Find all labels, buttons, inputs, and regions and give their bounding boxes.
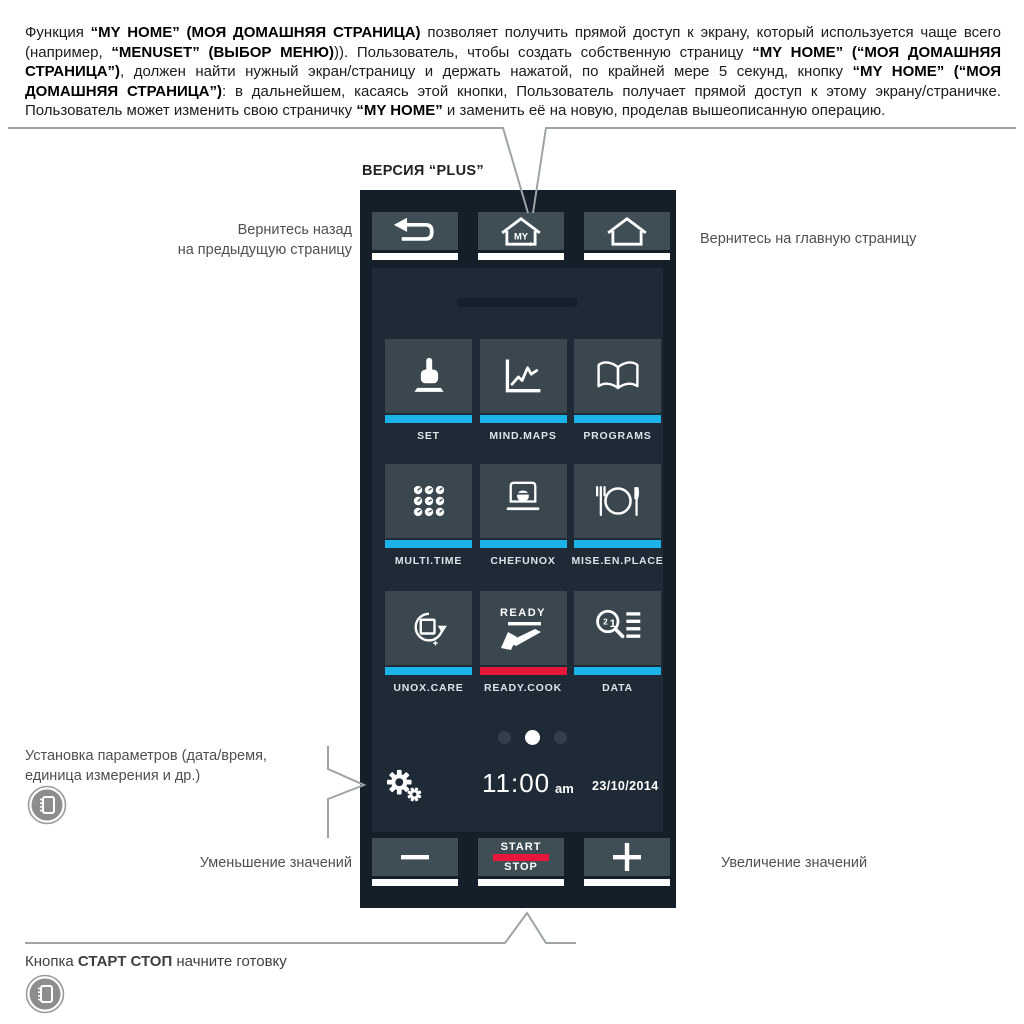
caption-prefix: Кнопка: [25, 953, 78, 970]
intro-text: Функция: [25, 24, 91, 41]
multi-clock-icon: [385, 464, 472, 538]
annotation-back-line1: Вернитесь назад: [237, 222, 352, 238]
intro-text: позволяет получить прямой доступ к экрану, который используется чаще всего (например,: [25, 24, 1001, 61]
bottom-button-row: [372, 838, 670, 886]
intro-text: , должен найти нужный экран/страницу и держать нажатой, по крайней мере 5 секунд, кнопку: [120, 63, 853, 80]
page-dot-active[interactable]: [525, 730, 540, 745]
annotation-settings: [25, 746, 325, 786]
tile-programs[interactable]: [574, 339, 661, 442]
minus-icon: [400, 853, 430, 861]
plate-cutlery-icon: [574, 464, 661, 538]
annotation-increase: Увеличение значений: [721, 855, 868, 871]
intro-bold-my-home: “MY HOME” (“МОЯ ДОМАШНЯЯ СТРАНИЦА”): [25, 63, 1001, 100]
start-label: START: [500, 840, 542, 853]
annotation-settings-line2: единица измерения и др.): [25, 768, 201, 784]
home-button[interactable]: [584, 212, 670, 250]
svg-text:MY: MY: [513, 230, 529, 242]
tile-unox-care[interactable]: [385, 591, 472, 694]
tile-chefunox[interactable]: [480, 464, 567, 567]
plus-icon: [612, 842, 642, 872]
tile-underline: [385, 540, 472, 548]
version-label: ВЕРСИЯ “PLUS”: [362, 163, 484, 179]
button-underline: [372, 879, 458, 886]
intro-text: и заменить её на новую, проделав вышеописанную операцию.: [442, 102, 886, 119]
tile-underline: [574, 667, 661, 675]
manual-reference-icon: [25, 974, 65, 1014]
start-stop-red-bar: [493, 854, 549, 861]
increase-button[interactable]: [584, 838, 670, 876]
tile-label: MISE.EN.PLACE: [571, 555, 664, 567]
gear-icon: [385, 768, 423, 802]
my-home-button[interactable]: [478, 212, 564, 250]
caption-start-stop: [25, 953, 287, 970]
tile-row-3: [385, 591, 661, 694]
rotation-care-icon: [385, 591, 472, 665]
tile-label: DATA: [602, 682, 633, 694]
button-underline: [478, 253, 564, 260]
tile-underline: [574, 415, 661, 423]
button-underline: [372, 253, 458, 260]
intro-bold-my-home: “MY HOME” (МОЯ ДОМАШНЯЯ СТРАНИЦА): [90, 24, 421, 41]
start-stop-button[interactable]: [478, 838, 564, 876]
tile-label: PROGRAMS: [583, 430, 652, 442]
tile-underline: [574, 540, 661, 548]
intro-bold-my-home: “MY HOME” (“МОЯ ДОМАШНЯЯ СТРАНИЦА”): [25, 43, 1002, 80]
tile-underline: [385, 667, 472, 675]
decrease-button[interactable]: [372, 838, 458, 876]
touchscreen-panel: [360, 190, 676, 908]
tile-label: READY.COOK: [483, 682, 562, 694]
intro-text: : в дальнейшем, касаясь этой кнопки, Пользователь получает прямой доступ к этому экрану/страничке. Пользователь может изменить свою страничку: [25, 82, 1001, 119]
date-display: 23/10/2014: [592, 779, 659, 793]
manual-reference-icon: [27, 785, 67, 825]
tile-data[interactable]: [574, 591, 661, 694]
tile-underline-red: [480, 667, 567, 675]
settings-button[interactable]: [385, 768, 423, 805]
caption-suffix: начните готовку: [172, 953, 287, 970]
chart-icon: [480, 339, 567, 413]
caption-bold: СТАРТ СТОП: [77, 953, 173, 970]
tile-mise-en-place[interactable]: [571, 464, 664, 567]
back-arrow-icon: [390, 216, 440, 246]
button-underline: [478, 879, 564, 886]
top-nav-row: [372, 212, 670, 260]
intro-text: )). Пользователь, чтобы создать собственную страницу: [333, 43, 753, 61]
status-row: [372, 766, 663, 810]
annotation-settings-line1: Установка параметров (дата/время,: [25, 748, 267, 764]
clock-meridiem: am: [555, 781, 574, 796]
svg-text:1: 1: [609, 618, 616, 631]
tile-mind-maps[interactable]: [480, 339, 567, 442]
home-icon: [602, 215, 652, 247]
tile-label: CHEFUNOX: [490, 555, 556, 567]
button-underline: [584, 253, 670, 260]
faint-screen-text: [457, 298, 577, 307]
tile-underline: [480, 540, 567, 548]
touchscreen-display: [372, 268, 663, 832]
tile-label: SET: [417, 430, 440, 442]
annotation-back-line2: на предыдущую страницу: [177, 242, 352, 258]
tile-row-2: [385, 464, 664, 567]
svg-text:READY: READY: [499, 607, 547, 619]
page-dot[interactable]: [554, 731, 567, 744]
annotation-decrease: Уменьшение значений: [199, 855, 352, 871]
tile-underline: [480, 415, 567, 423]
annotation-home: Вернитесь на главную страницу: [700, 231, 917, 247]
tile-label: MULTI.TIME: [394, 555, 463, 567]
button-underline: [584, 879, 670, 886]
tile-label: MIND.MAPS: [489, 430, 557, 442]
back-button[interactable]: [372, 212, 458, 250]
my-home-icon: [496, 215, 546, 247]
tile-multi-time[interactable]: [385, 464, 472, 567]
clock-time: 11:00: [482, 768, 551, 798]
page-indicator: [387, 730, 678, 745]
open-book-icon: [574, 339, 661, 413]
annotation-back: [92, 220, 352, 260]
svg-text:2: 2: [602, 616, 608, 627]
intro-bold-my-home: “MY HOME”: [356, 102, 443, 119]
tile-underline: [385, 415, 472, 423]
page-dot[interactable]: [498, 731, 511, 744]
data-search-icon: [574, 591, 661, 665]
set-hand-icon: [385, 339, 472, 413]
intro-paragraph: [25, 23, 1001, 121]
tile-row-1: [385, 339, 661, 442]
tile-set[interactable]: [385, 339, 472, 442]
chef-icon: [480, 464, 567, 538]
tile-ready-cook[interactable]: [480, 591, 567, 694]
ready-hand-icon: [480, 591, 567, 665]
stop-label: STOP: [504, 860, 538, 873]
tile-label: UNOX.CARE: [393, 682, 464, 694]
intro-bold-menuset: “MENUSET” (ВЫБОР МЕНЮ): [111, 43, 334, 61]
